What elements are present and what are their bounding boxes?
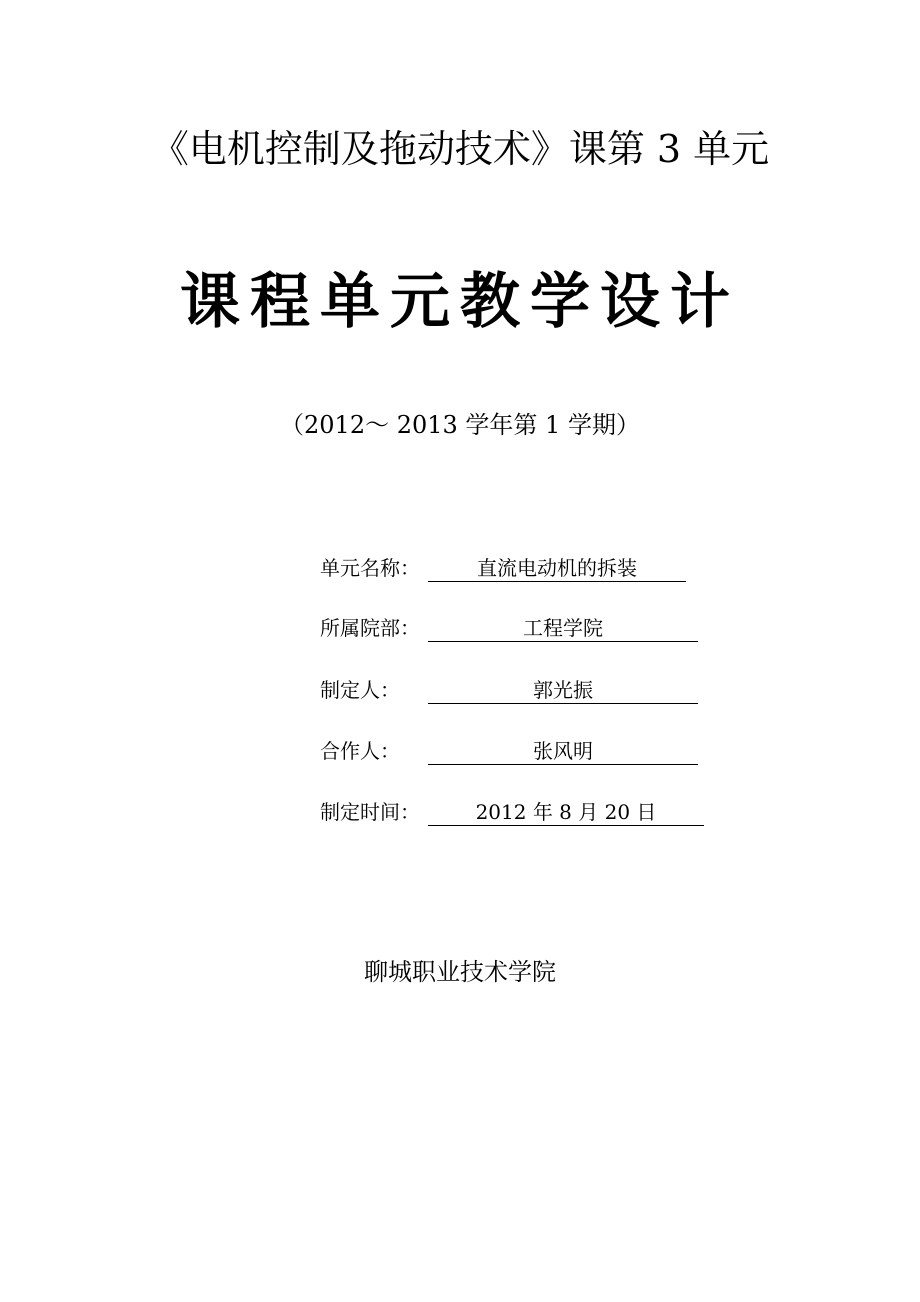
field-unit-name-value: 直流电动机的拆装 [428, 553, 686, 582]
field-collaborator-label: 合作人： [320, 739, 400, 763]
field-department-value: 工程学院 [428, 613, 698, 642]
field-date-value: 2012 年 8 月 20 日 [428, 797, 704, 826]
field-author-value: 郭光振 [428, 675, 698, 704]
institution-name: 聊城职业技术学院 [364, 958, 556, 986]
field-date-label: 制定时间： [320, 800, 420, 824]
semester-line: （2012～ 2013 学年第 1 学期） [280, 411, 640, 439]
main-title: 课程单元教学设计 [180, 267, 740, 337]
field-author-label: 制定人： [320, 678, 400, 702]
course-title: 《电机控制及拖动技术》课第 3 单元 [150, 127, 770, 171]
field-department-label: 所属院部： [320, 616, 420, 640]
field-unit-name-label: 单元名称： [320, 556, 420, 580]
field-collaborator-value: 张风明 [428, 736, 698, 765]
